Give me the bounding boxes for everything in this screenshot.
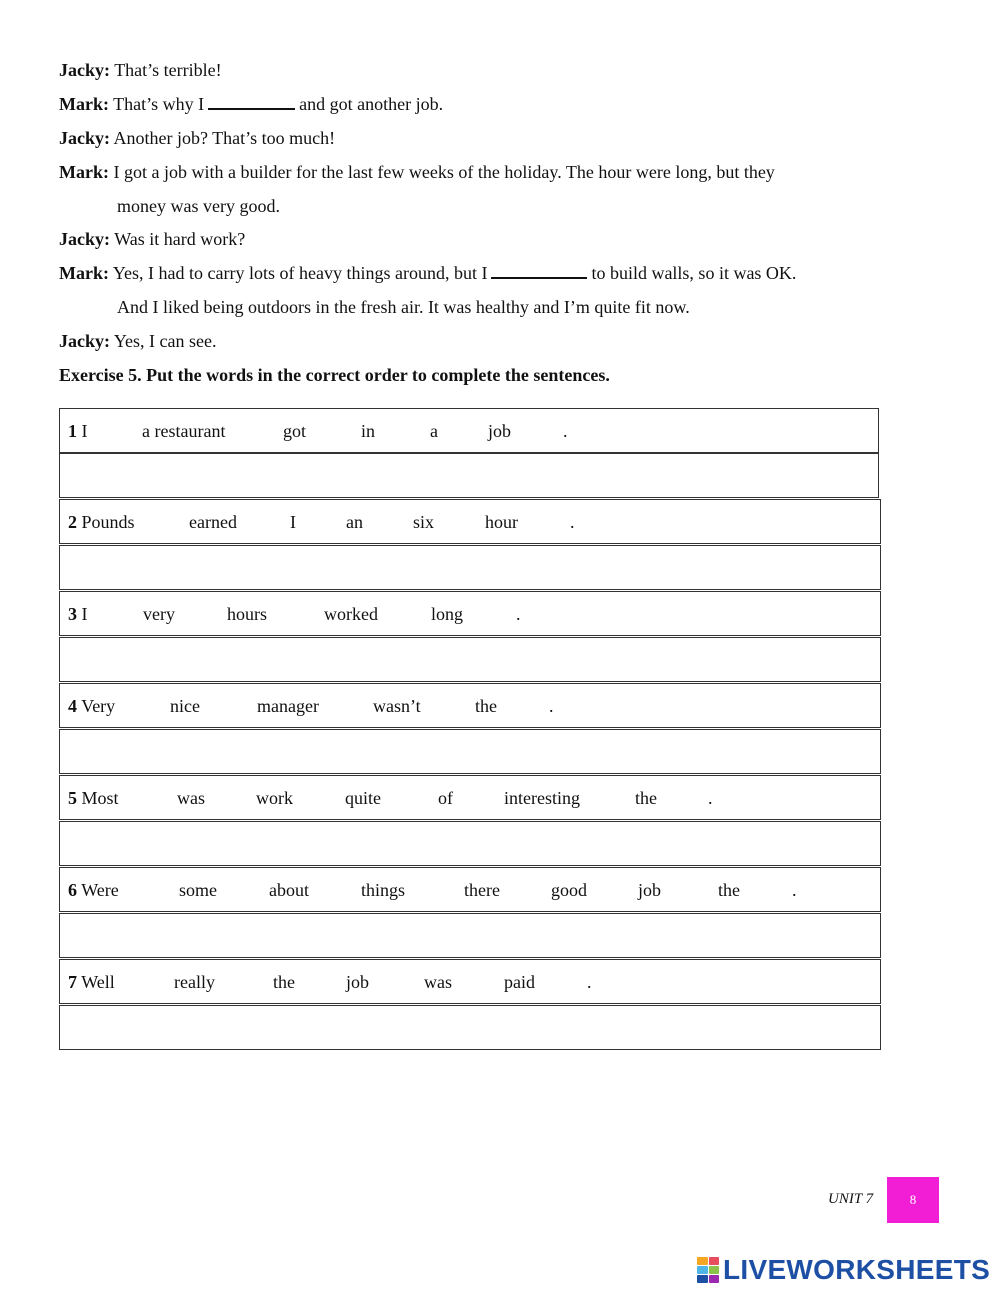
word: . — [708, 788, 713, 808]
word: the — [635, 788, 657, 808]
word: 2 Pounds — [68, 512, 135, 532]
answer-field[interactable] — [59, 637, 881, 682]
answer-blank[interactable] — [208, 93, 295, 110]
word-row — [59, 867, 881, 912]
word: very — [143, 604, 175, 624]
word-row — [59, 683, 881, 728]
word: long — [431, 604, 464, 624]
word: in — [361, 421, 376, 441]
liveworksheets-logo — [697, 1254, 990, 1286]
word-row — [59, 591, 881, 636]
word: . — [516, 604, 521, 624]
logo-icon — [697, 1257, 719, 1283]
word: worked — [324, 604, 378, 624]
word-row — [59, 408, 879, 453]
answer-field[interactable] — [59, 913, 881, 958]
word: quite — [345, 788, 381, 808]
word: of — [438, 788, 453, 808]
line-text: Another job? That’s too much! — [113, 128, 336, 148]
line-text: Yes, I can see. — [113, 331, 217, 351]
word: wasn’t — [373, 696, 421, 716]
word: . — [563, 421, 568, 441]
word: got — [283, 421, 307, 441]
word: there — [464, 880, 500, 900]
word: I — [290, 512, 296, 532]
word: good — [551, 880, 587, 900]
answer-blank[interactable] — [491, 262, 587, 279]
word: the — [273, 972, 295, 992]
line-text: I got a job with a builder for the last few weeks of the holiday. The hour were long, but they — [113, 162, 775, 182]
dialogue-line — [59, 59, 222, 81]
word: the — [718, 880, 740, 900]
word: a restaurant — [142, 421, 226, 441]
answer-field[interactable] — [59, 729, 881, 774]
word: paid — [504, 972, 535, 992]
dialogue-line — [59, 330, 217, 352]
speaker: Mark: — [59, 263, 109, 283]
dialogue-line — [59, 127, 335, 149]
word: was — [177, 788, 205, 808]
word: hours — [227, 604, 267, 624]
page-number-badge: 8 — [887, 1177, 939, 1223]
word: hour — [485, 512, 518, 532]
word: . — [587, 972, 592, 992]
answer-field[interactable] — [59, 1005, 881, 1050]
word: nice — [170, 696, 200, 716]
word: 7 Well — [68, 972, 115, 992]
word: job — [346, 972, 370, 992]
word: interesting — [504, 788, 580, 808]
answer-field[interactable] — [59, 545, 881, 590]
word: 3 I — [68, 604, 88, 624]
dialogue-continuation: And I liked being outdoors in the fresh air. It was healthy and I’m quite fit now. — [117, 297, 690, 317]
word: 5 Most — [68, 788, 119, 808]
word: . — [570, 512, 575, 532]
word: earned — [189, 512, 237, 532]
dialogue-continuation: money was very good. — [117, 196, 280, 216]
word: things — [361, 880, 406, 900]
word: . — [792, 880, 797, 900]
line-text: Yes, I had to carry lots of heavy things around, but I — [112, 263, 488, 283]
dialogue-line — [59, 228, 245, 250]
word: job — [638, 880, 662, 900]
dialogue-line — [59, 93, 443, 115]
line-text: to build walls, so it was OK. — [591, 263, 797, 283]
speaker: Jacky: — [59, 331, 110, 351]
speaker: Jacky: — [59, 60, 110, 80]
word: some — [179, 880, 217, 900]
word: really — [174, 972, 215, 992]
word: manager — [257, 696, 319, 716]
word: an — [346, 512, 363, 532]
word-row — [59, 499, 881, 544]
word: work — [256, 788, 293, 808]
word: . — [549, 696, 554, 716]
brand-name: LIVEWORKSHEETS — [723, 1254, 991, 1285]
word-row — [59, 775, 881, 820]
unit-label: UNIT 7 — [828, 1191, 874, 1207]
line-text: Was it hard work? — [114, 229, 246, 249]
word: six — [413, 512, 435, 532]
speaker: Jacky: — [59, 128, 110, 148]
speaker: Mark: — [59, 94, 109, 114]
word: a — [430, 421, 438, 441]
word: 1 I — [68, 421, 88, 441]
word: the — [475, 696, 497, 716]
dialogue-line — [59, 262, 796, 284]
word: 4 Very — [68, 696, 116, 716]
answer-field[interactable] — [59, 821, 881, 866]
word-row — [59, 959, 881, 1004]
exercise-title: Exercise 5. Put the words in the correct order to complete the sentences. — [59, 365, 610, 385]
dialogue-line — [59, 161, 775, 183]
word: was — [424, 972, 452, 992]
line-text: and got another job. — [299, 94, 444, 114]
word: job — [488, 421, 512, 441]
speaker: Jacky: — [59, 229, 110, 249]
line-text: That’s why I — [113, 94, 205, 114]
answer-field[interactable] — [59, 453, 879, 498]
word: 6 Were — [68, 880, 119, 900]
word: about — [269, 880, 309, 900]
line-text: That’s terrible! — [114, 60, 222, 80]
speaker: Mark: — [59, 162, 109, 182]
